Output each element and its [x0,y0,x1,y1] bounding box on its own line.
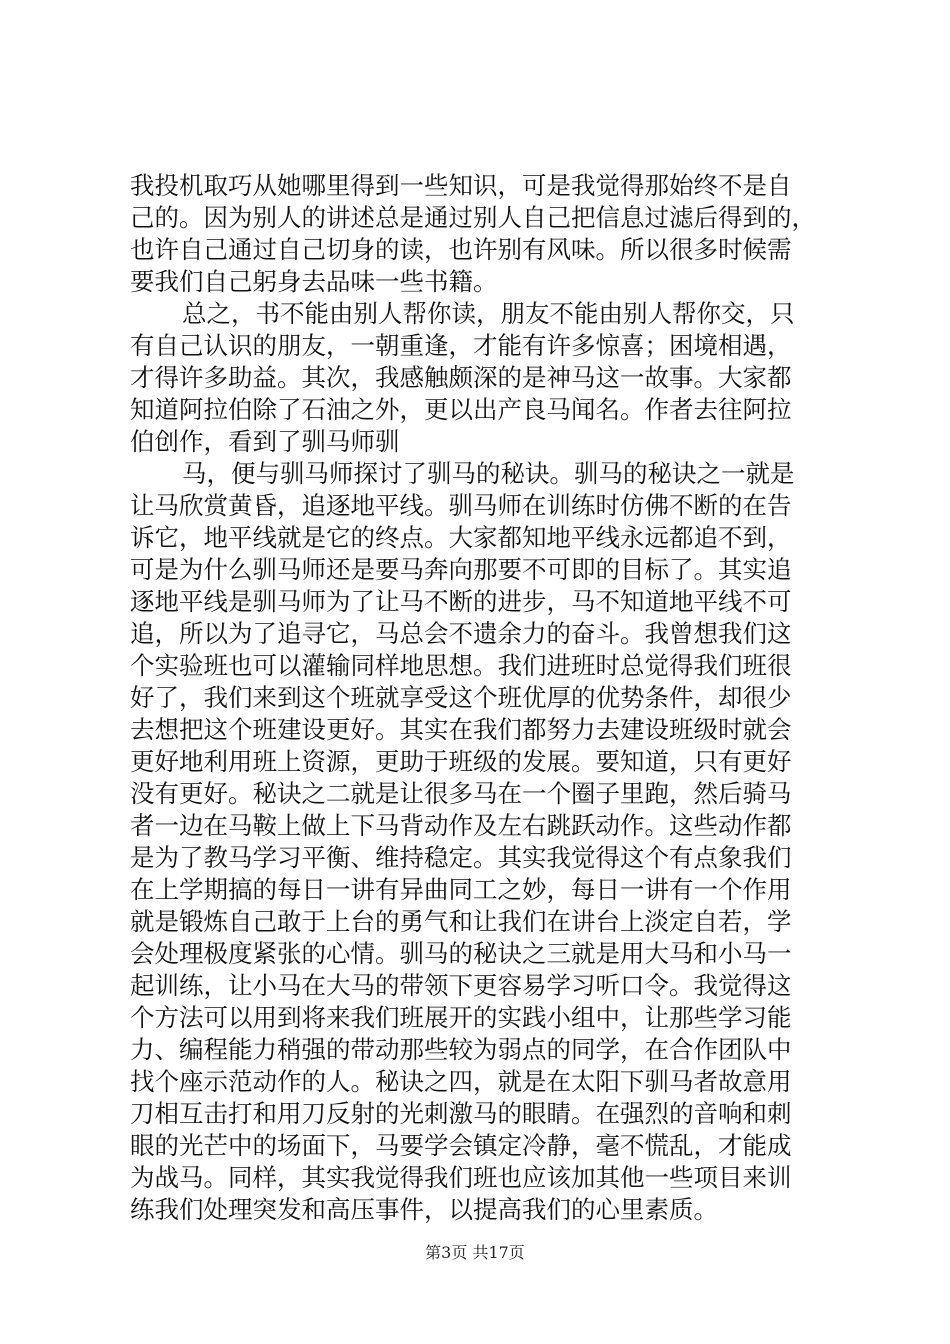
text-line: 找个座示范动作的人。秘诀之四，就是在太阳下驯马者故意用 [130,1067,792,1096]
text-line: 眼的光芒中的场面下，马要学会镇定冷静，毫不慌乱，才能成 [130,1131,792,1160]
text-line: 好了，我们来到这个班就享受这个班优厚的优势条件，却很少 [130,683,792,712]
text-line: 更好地利用班上资源，更助于班级的发展。要知道，只有更好 [130,747,792,776]
text-line: 就是锻炼自己敢于上台的勇气和让我们在讲台上淡定自若，学 [130,907,792,936]
text-line: 也许自己通过自己切身的读，也许别有风味。所以很多时候需 [130,235,792,264]
text-line: 去想把这个班建设更好。其实在我们都努力去建设班级时就会 [130,715,792,744]
text-line: 是为了教马学习平衡、维持稳定。其实我觉得这个有点象我们 [130,843,792,872]
text-line: 力、编程能力稍强的带动那些较为弱点的同学，在合作团队中 [130,1035,792,1064]
text-line: 为战马。同样，其实我觉得我们班也应该加其他一些项目来训 [130,1163,792,1192]
text-line: 练我们处理突发和高压事件，以提高我们的心里素质。 [130,1195,718,1224]
text-line: 有自己认识的朋友，一朝重逢，才能有许多惊喜；困境相遇， [130,331,792,360]
text-line: 没有更好。秘诀之二就是让很多马在一个圈子里跑，然后骑马 [130,779,792,808]
text-line: 起训练，让小马在大马的带领下更容易学习听口令。我觉得这 [130,971,792,1000]
text-line: 才得许多助益。其次，我感触颇深的是神马这一故事。大家都 [130,363,792,392]
text-line: 知道阿拉伯除了石油之外，更以出产良马闻名。作者去往阿拉 [130,395,792,424]
text-line: 马，便与驯马师探讨了驯马的秘诀。驯马的秘诀之一就是 [182,459,795,488]
text-line: 会处理极度紧张的心情。驯马的秘诀之三就是用大马和小马一 [130,939,792,968]
page-number-footer: 第3页 共17页 [425,1243,525,1262]
text-line: 伯创作，看到了驯马师驯 [130,427,400,456]
text-line: 刀相互击打和用刀反射的光刺激马的眼睛。在强烈的音响和刺 [130,1099,792,1128]
text-line: 我投机取巧从她哪里得到一些知识，可是我觉得那始终不是自 [130,171,792,200]
text-line: 己的。因为别人的讲述总是通过别人自己把信息过滤后得到的， [130,203,816,232]
body-text [130,170,840,1226]
text-line: 个实验班也可以灌输同样地思想。我们进班时总觉得我们班很 [130,651,792,680]
text-line: 诉它，地平线就是它的终点。大家都知地平线永远都追不到， [130,523,792,552]
text-line: 总之，书不能由别人帮你读，朋友不能由别人帮你交，只 [182,299,795,328]
text-line: 要我们自己躬身去品味一些书籍。 [130,267,498,296]
text-line: 可是为什么驯马师还是要马奔向那要不可即的目标了。其实追 [130,555,792,584]
text-line: 让马欣赏黄昏，追逐地平线。驯马师在训练时仿佛不断的在告 [130,491,792,520]
text-line: 在上学期搞的每日一讲有异曲同工之妙，每日一讲有一个作用 [130,875,792,904]
text-line: 逐地平线是驯马师为了让马不断的进步，马不知道地平线不可 [130,587,792,616]
text-line: 个方法可以用到将来我们班展开的实践小组中，让那些学习能 [130,1003,792,1032]
text-line: 者一边在马鞍上做上下马背动作及左右跳跃动作。这些动作都 [130,811,792,840]
text-line: 追，所以为了追寻它，马总会不遗余力的奋斗。我曾想我们这 [130,619,792,648]
